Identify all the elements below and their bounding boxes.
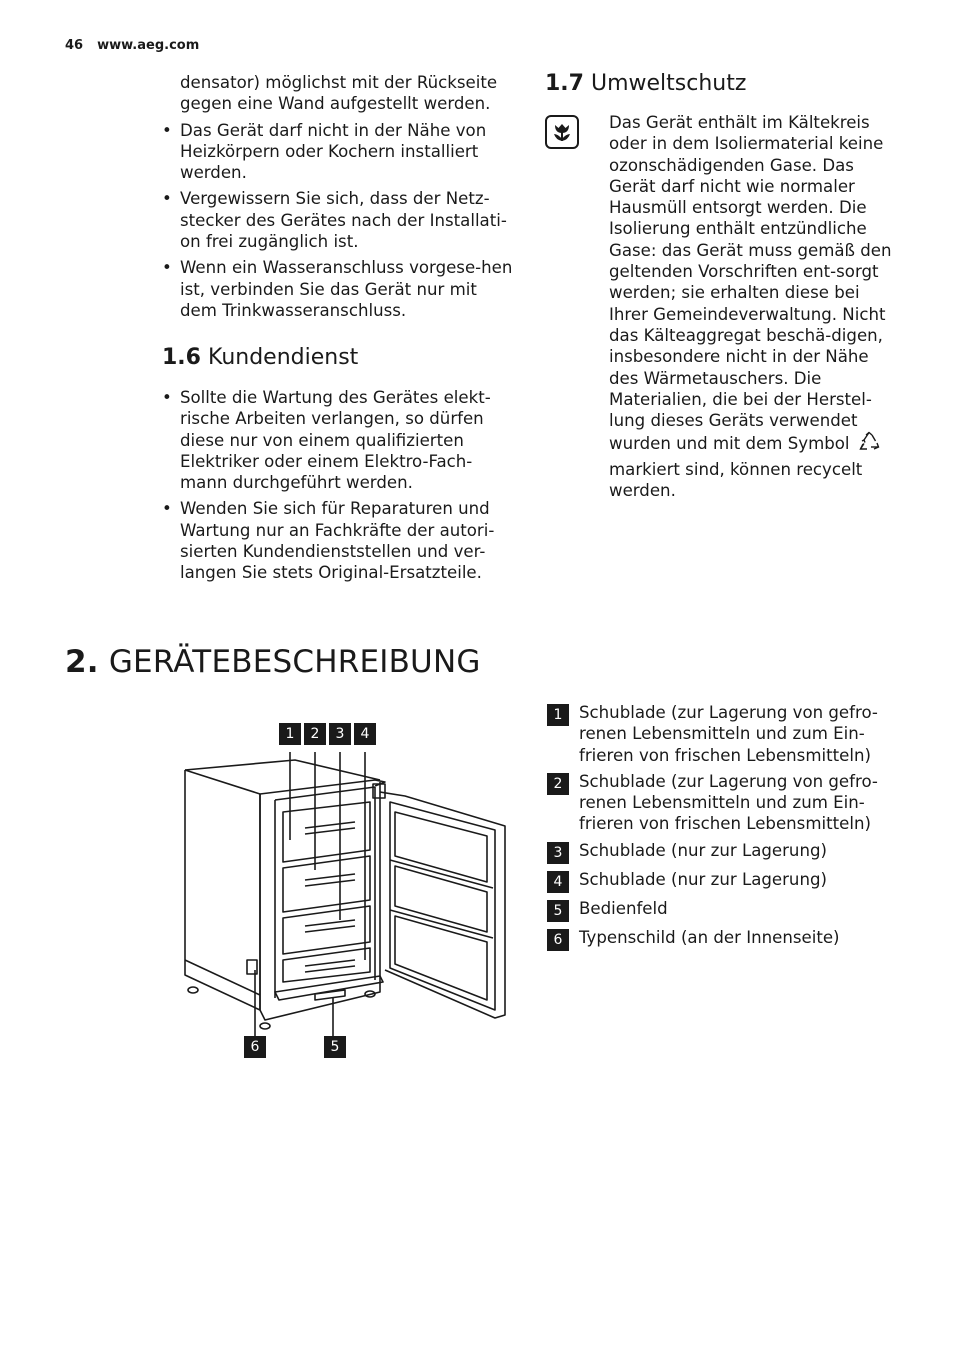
legend-number: 4 <box>547 871 569 893</box>
section-number: 1.7 <box>545 71 584 96</box>
section-title: Umweltschutz <box>590 71 747 96</box>
callout-3: 3 <box>329 723 351 745</box>
list-item: • Das Gerät darf nicht in der Nähe von Heizkörpern oder Kochern installiert werden. <box>162 120 514 184</box>
bullet-list-kundendienst <box>162 387 514 584</box>
drawer-4 <box>283 948 370 982</box>
legend-item <box>547 898 907 922</box>
legend-text: Typenschild (an der Innenseite) <box>579 927 840 947</box>
section-1-7-heading <box>545 71 746 96</box>
section-number: 1.6 <box>162 345 201 370</box>
callout-2: 2 <box>304 723 326 745</box>
legend-item <box>547 771 907 835</box>
section-title: Kundendienst <box>207 345 359 370</box>
legend-number: 3 <box>547 842 569 864</box>
callout-1: 1 <box>279 723 301 745</box>
component-legend <box>547 702 907 956</box>
legend-number: 6 <box>547 929 569 951</box>
continuation-text: densator) möglichst mit der Rückseite gegen eine Wand aufgestellt werden. <box>180 73 498 114</box>
list-item: • Wenn ein Wasseranschluss vorgese-hen ist, verbinden Sie das Gerät nur mit dem Trinkwasseranschluss. <box>162 257 514 321</box>
section-number: 2. <box>65 644 99 680</box>
section-1-6-heading <box>162 345 358 370</box>
legend-text: Schublade (zur Lagerung von gefro-renen Lebensmitteln und zum Ein-frieren von frischen Lebensmitteln) <box>579 703 878 765</box>
environment-text-end: markiert sind, können recycelt werden. <box>609 459 863 501</box>
legend-item <box>547 927 907 951</box>
section-2-heading <box>65 644 481 680</box>
callout-4: 4 <box>354 723 376 745</box>
legend-number: 1 <box>547 704 569 726</box>
page-header <box>65 38 199 53</box>
list-item: • Vergewissern Sie sich, dass der Netz-stecker des Gerätes nach der Installati-on frei zugänglich ist. <box>162 188 514 252</box>
legend-number: 2 <box>547 773 569 795</box>
section-title: GERÄTEBESCHREIBUNG <box>108 644 481 680</box>
section-1-6-body <box>162 387 514 589</box>
page-number: 46 <box>65 38 84 53</box>
callout-5: 5 <box>324 1036 346 1058</box>
legend-item <box>547 840 907 864</box>
header-url[interactable]: www.aeg.com <box>97 38 200 53</box>
legend-text: Schublade (nur zur Lagerung) <box>579 840 827 860</box>
list-item: • Wenden Sie sich für Reparaturen und Wartung nur an Fachkräfte der autori-sierten Kundendienststellen und ver-langen Sie stets Original-Ersatzteile. <box>162 498 514 583</box>
legend-text: Schublade (zur Lagerung von gefro-renen Lebensmitteln und zum Ein-frieren von frischen Lebensmitteln) <box>579 771 878 834</box>
legend-item <box>547 869 907 893</box>
legend-text: Schublade (nur zur Lagerung) <box>579 869 827 889</box>
section-1-7-body <box>609 112 899 501</box>
list-item: • Sollte die Wartung des Gerätes elekt-rische Arbeiten verlangen, so dürfen diese nur von einem qualifizierten Elektriker oder einem Elektro-Fach-mann durchgeführt werden. <box>162 387 514 493</box>
callout-6: 6 <box>244 1036 266 1058</box>
legend-text: Bedienfeld <box>579 898 668 918</box>
legend-item <box>547 702 907 766</box>
recycle-icon <box>858 431 880 458</box>
left-column <box>162 72 514 326</box>
bullet-list-top <box>162 120 514 322</box>
appliance-illustration <box>175 720 515 1065</box>
legend-number: 5 <box>547 900 569 922</box>
eco-flower-icon <box>545 115 579 149</box>
environment-text: Das Gerät enthält im Kältekreis oder in dem Isoliermaterial keine ozonschädigenden Gase. Das Gerät darf nicht wie normaler Hausmüll entsorgt werden. Die Isolierung enthält entzündliche Gase: das Gerät muss gemäß den geltenden Vorschriften ent-sorgt werden; sie erhalten diese bei Ihrer Gemeindeverwaltung. Nicht das Kälteaggregat beschä-digen, insbesondere nicht in der Nähe des Wärmetauschers. Die Materialien, die bei der Herstel-lung dieses Geräts verwendet wurden und mit dem Symbol <box>609 113 892 454</box>
